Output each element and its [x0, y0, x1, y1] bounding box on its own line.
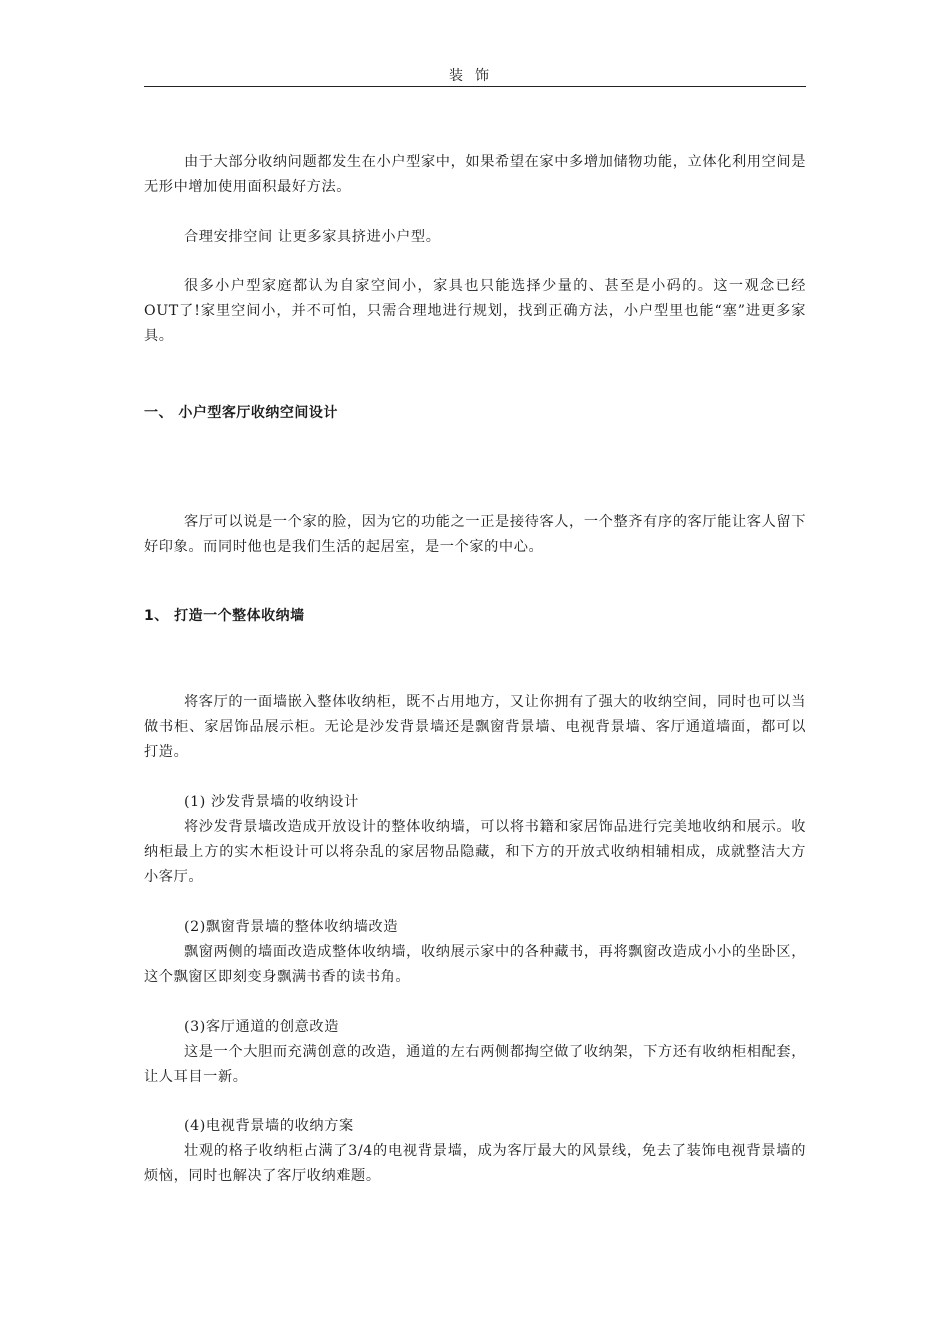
list-item-body: 飘窗两侧的墙面改造成整体收纳墙，收纳展示家中的各种藏书，再将飘窗改造成小小的坐卧区，这个飘窗区即刻变身飘满书香的读书角。 [144, 944, 806, 985]
list-item [144, 1015, 806, 1090]
list-item-body: 壮观的格子收纳柜占满了3/4的电视背景墙，成为客厅最大的风景线，免去了装饰电视背景墙的烦恼，同时也解决了客厅收纳难题。 [144, 1143, 806, 1184]
list-item [144, 915, 806, 990]
running-header: 装饰 [449, 68, 501, 84]
subsection-heading-1: 1、 打造一个整体收纳墙 [144, 608, 305, 624]
list-item-body: 将沙发背景墙改造成开放设计的整体收纳墙，可以将书籍和家居饰品进行完美地收纳和展示。收纳柜最上方的实木柜设计可以将杂乱的家居物品隐藏，和下方的开放式收纳相辅相成，成就整洁大方小客厅。 [144, 819, 806, 885]
section-heading-1: 一、 小户型客厅收纳空间设计 [144, 405, 338, 421]
intro-paragraph-1: 由于大部分收纳问题都发生在小户型家中，如果希望在家中多增加储物功能，立体化利用空间是无形中增加使用面积最好方法。 [144, 154, 806, 195]
intro-paragraph-2: 合理安排空间 让更多家具挤进小户型。 [184, 229, 441, 245]
list-item-body: 这是一个大胆而充满创意的改造，通道的左右两侧都掏空做了收纳架，下方还有收纳柜相配套，让人耳目一新。 [144, 1044, 806, 1085]
list-item-title: (2)飘窗背景墙的整体收纳墙改造 [184, 919, 399, 935]
subsection-1-paragraph: 将客厅的一面墙嵌入整体收纳柜，既不占用地方，又让你拥有了强大的收纳空间，同时也可以当做书柜、家居饰品展示柜。无论是沙发背景墙还是飘窗背景墙、电视背景墙、客厅通道墙面，都可以打造。 [144, 694, 806, 760]
list-item [144, 790, 806, 890]
list-item-title: (4)电视背景墙的收纳方案 [184, 1118, 354, 1134]
header-rule [144, 86, 806, 87]
intro-paragraph-3: 很多小户型家庭都认为自家空间小，家具也只能选择少量的、甚至是小码的。这一观念已经OUT了!家里空间小，并不可怕，只需合理地进行规划，找到正确方法，小户型里也能“塞”进更多家具。 [144, 278, 806, 344]
list-item-title: (3)客厅通道的创意改造 [184, 1019, 339, 1035]
list-item-title: (1) 沙发背景墙的收纳设计 [184, 794, 359, 810]
section-1-paragraph: 客厅可以说是一个家的脸，因为它的功能之一正是接待客人，一个整齐有序的客厅能让客人留下好印象。而同时他也是我们生活的起居室，是一个家的中心。 [144, 514, 806, 555]
list-item [144, 1114, 806, 1189]
